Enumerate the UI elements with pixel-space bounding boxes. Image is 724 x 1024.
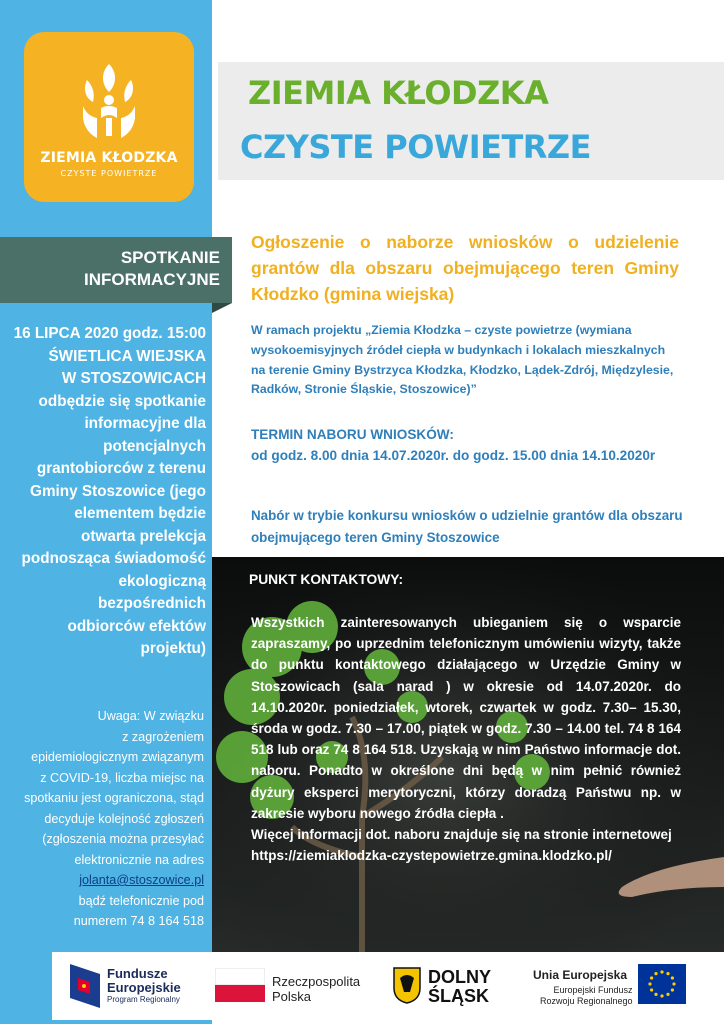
announcement-heading: Ogłoszenie o naborze wniosków o udzielenie grantów dla obszaru obejmującego teren Gminy Kłodzko (gmina wiejska) [251, 232, 679, 304]
funding-logos-footer [52, 952, 708, 1020]
banner-fold [212, 303, 232, 313]
meeting-banner [0, 237, 232, 303]
termin-dates: od godz. 8.00 dnia 14.07.2020r. do godz. 15.00 dnia 14.10.2020r [251, 448, 656, 463]
fe-logo-text [107, 967, 181, 995]
event-line: W STOSZOWICACH [61, 370, 206, 387]
event-line: informacyjne dla [84, 415, 206, 432]
fundusze-europejskie-icon [70, 964, 100, 1008]
header-title-line1: ZIEMIA KŁODZKA [248, 74, 549, 112]
ue-logo-title: Unia Europejska [533, 968, 628, 982]
event-line: odbędzie się spotkanie [38, 392, 206, 410]
ds-line2: ŚLĄSK [428, 986, 490, 1006]
dolny-slask-eagle-icon [392, 966, 422, 1004]
project-description: W ramach projektu „Ziemia Kłodzka – czyste powietrze (wymiana wysokoemisyjnych źródeł ciepła w budynkach i lokalach mieszkalnych na terenie Gminy Bystrzyca Kłodzka, Kłodzko, Lądek-Zdrój, Międzylesie, Radków, Stronie Śląskie, Stoszowice)” [251, 323, 674, 397]
banner-line1: SPOTKANIE [120, 248, 220, 267]
note-line: (zgłoszenia można przesyłać [42, 832, 204, 846]
event-line: otwarta prelekcja [81, 527, 206, 545]
event-line: podnosząca świadomość [21, 550, 206, 567]
banner-line2: INFORMACYJNE [83, 270, 220, 289]
contact-heading: PUNKT KONTAKTOWY: [249, 572, 404, 587]
event-line: 16 LIPCA 2020 godz. 15:00 [13, 325, 206, 342]
competition-note: Nabór w trybie konkursu wniosków o udzielnie grantów dla obszaru obejmującego teren Gminy Stoszowice [251, 508, 683, 545]
note-line: decyduje kolejność zgłoszeń [44, 811, 204, 826]
contact-text [251, 612, 681, 866]
ds-line1: DOLNY [428, 967, 491, 987]
ue-subtitle [540, 985, 633, 1007]
termin-label: TERMIN NABORU WNIOSKÓW: [251, 427, 454, 442]
page-header [218, 62, 724, 180]
event-line: ŚWIETLICA WIEJSKA [48, 347, 206, 365]
ds-logo-text [428, 968, 491, 1006]
note-line: numerem 74 8 164 518 [73, 914, 204, 928]
event-line: ekologiczną [118, 572, 206, 590]
event-line: Gminy Stoszowice (jego [30, 482, 206, 500]
event-line: potencjalnych [103, 437, 206, 455]
header-title-line2: CZYSTE POWIETRZE [240, 128, 591, 166]
contact-paragraph: Wszystkich zainteresowanych ubieganiem się o wsparcie zapraszamy, po uprzednim telefonicznym umówieniu wizyty, także do punktu kontaktowego działającego w Urzędzie Gminy w Stoszowicach (sala narad ) w okresie od 14.07.2020r. do 14.10.2020r. poniedziałek, wtorek, czwartek w godz. 7.30– 15.30, środa w godz. 7.30 – 17.00, piątek w godz. 7.30 – 14.00 tel. 74 8 164 518 lub oraz 74 8 164 518. Uzyskają w nim Państwo informacje dot. naboru. Ponadto w określone dni będą w nim pełnić również dyżury eksperci merytoryczni, którzy doradzą Państwu np. w zakresie wyboru nowego źródła ciepła . [251, 615, 681, 821]
logo-subtitle: CZYSTE POWIETRZE [60, 169, 158, 178]
note-line: z COVID-19, liczba miejsc na [40, 770, 204, 785]
contact-more-info: Więcej informacji dot. naboru znajduje się na stronie internetowej [251, 827, 672, 843]
note-line: elektronicznie na adres [74, 852, 204, 867]
polish-flag-icon [215, 968, 265, 1002]
note-line: bądź telefonicznie pod [78, 893, 204, 908]
fe-subtitle: Program Regionalny [107, 995, 180, 1004]
event-line: odbiorców efektów [67, 617, 206, 635]
fe-line2: Europejskie [107, 980, 181, 995]
covid-note [0, 706, 204, 932]
event-line: projektu) [140, 640, 206, 657]
note-line: Uwaga: W związku [97, 709, 204, 723]
rp-logo-text [272, 974, 360, 1004]
fe-line1: Fundusze [107, 966, 168, 981]
event-line: bezpośrednich [98, 595, 206, 612]
eu-flag-icon [638, 964, 686, 1004]
rp-line2: Polska [272, 989, 312, 1004]
ue-sub-line1: Europejski Fundusz [553, 985, 633, 995]
note-line: z zagrożeniem [122, 729, 204, 744]
note-line: epidemiologicznym związanym [31, 750, 204, 764]
event-line: grantobiorców z terenu [36, 460, 206, 477]
ue-sub-line2: Rozwoju Regionalnego [540, 996, 633, 1006]
rp-line1: Rzeczpospolita [272, 974, 361, 989]
event-line: elementem będzie [74, 505, 206, 522]
website-link[interactable]: https://ziemiaklodzka-czystepowietrze.gmina.klodzko.pl/ [251, 848, 612, 864]
meeting-details [0, 323, 206, 661]
application-period [251, 424, 721, 466]
ziemia-klodzka-logo [24, 32, 194, 202]
email-link[interactable]: jolanta@stoszowice.pl [79, 873, 204, 887]
logo-title: ZIEMIA KŁODZKA [40, 150, 178, 166]
leaf-people-icon [79, 62, 139, 142]
note-line: spotkaniu jest ograniczona, stąd [24, 791, 204, 805]
